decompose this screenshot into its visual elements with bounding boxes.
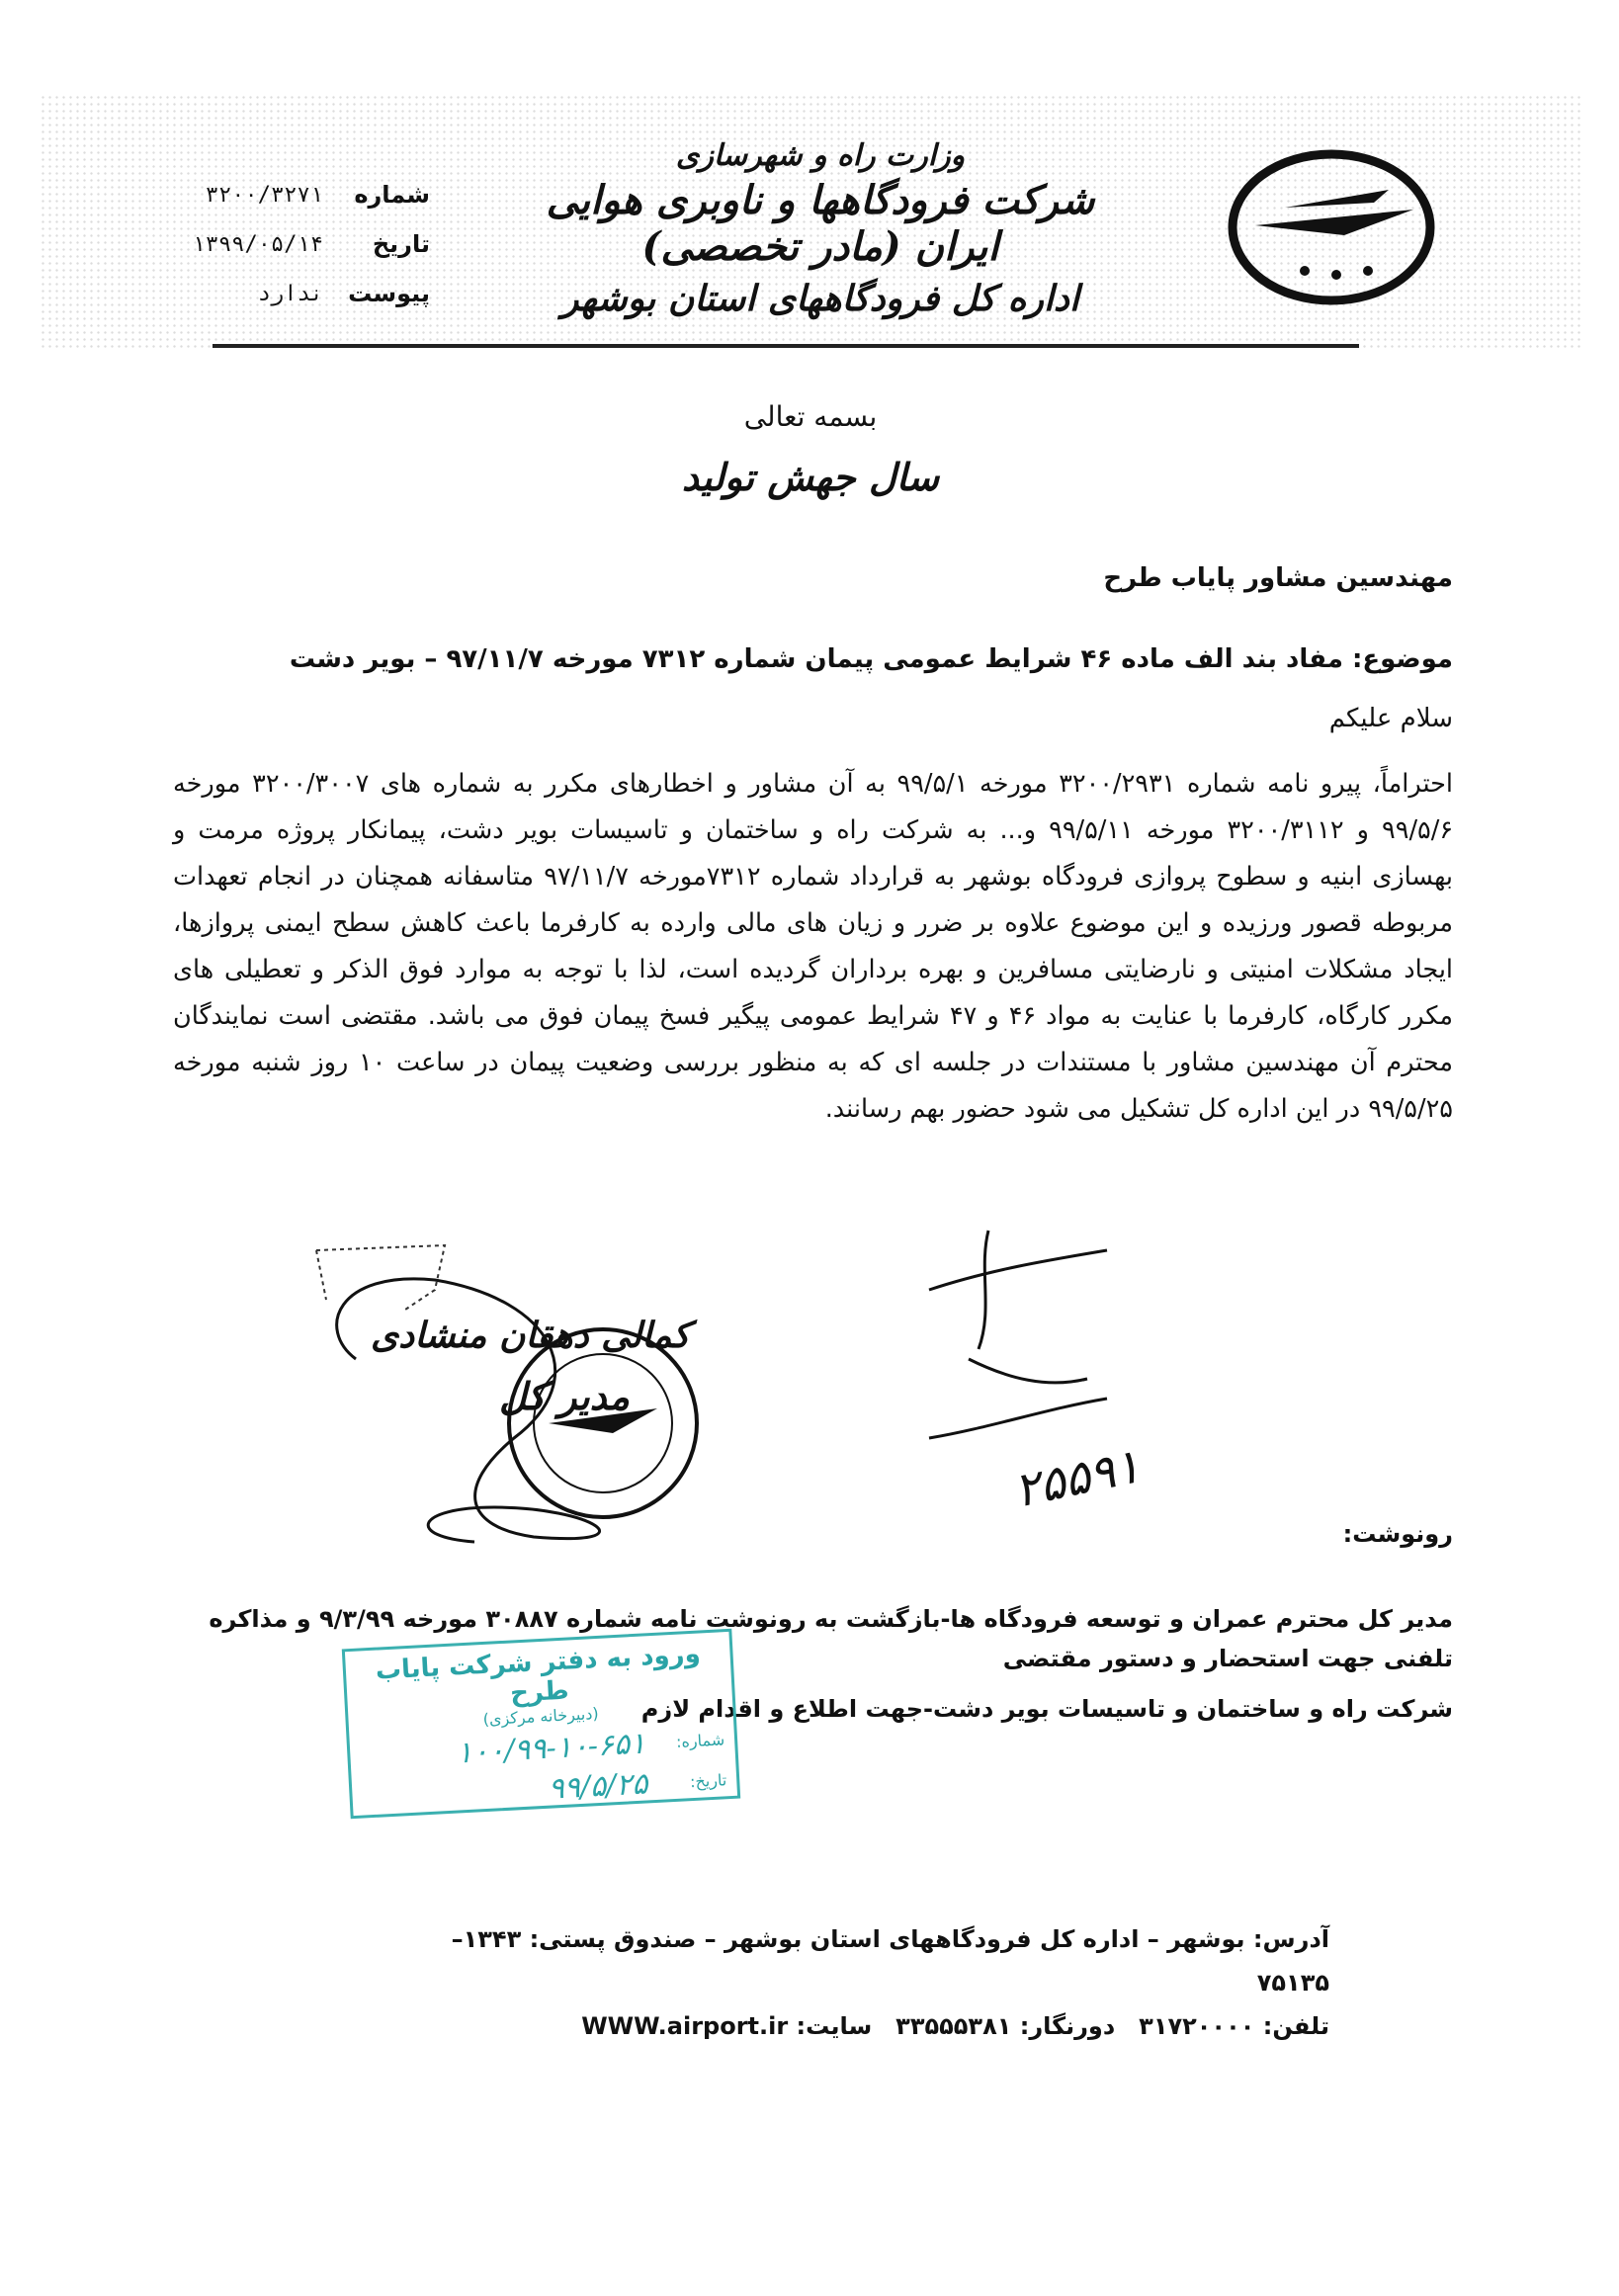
basmala: بسمه تعالی xyxy=(743,400,878,433)
footer-address-row xyxy=(420,1917,1329,2004)
year-slogan: سال جهش تولید xyxy=(681,455,940,499)
company-name: شرکت فرودگاهها و ناوبری هوایی ایران (مادر تخصصی) xyxy=(546,177,1095,270)
letter-body: احتراماً، پیرو نامه شماره ۳۲۰۰/۲۹۳۱ مورخه ۹۹/۵/۱ به آن مشاور و اخطارهای مکرر به شماره های ۳۲۰۰/۳۰۰۷ مورخه ۹۹/۵/۶ و ۳۲۰۰/۳۱۱۲ مورخه ۹۹/۵/۱۱ و... به شرکت راه و ساختمان و تاسیسات بویر دشت، پیمانکار پروژه مرمت و بهسازی ابنیه و سطوح پروازی فرودگاه بوشهر به قرارداد شماره ۷۳۱۲مورخه ۹۷/۱۱/۷ متاسفانه همچنان در انجام تعهدات مربوطه قصور ورزیده و این موضوع علاوه بر ضرر و زیان های مالی وارده به کارفرما باعث کاهش سطح ایمنی پروازها، ایجاد مشکلات امنیتی و نارضایتی مسافرین و بهره برداران گردیده است، لذا با توجه به موارد فوق الذکر و تعطیلی های مکرر کارگاه، کارفرما با عنایت به مواد ۴۶ و ۴۷ شرایط عمومی پیگیر فسخ پیمان فوق می باشد. مقتضی است نمایندگان محترم آن مهندسین مشاور با مستندات در جلسه ای که به منظور بررسی وضعیت پیمان در ساعت ۱۰ روز شنبه مورخه ۹۹/۵/۲۵ در این اداره کل تشکیل می شود حضور بهم رسانند. xyxy=(173,769,1454,1124)
office-name: اداره کل فرودگاههای استان بوشهر xyxy=(561,278,1079,319)
stamp-title: ورود به دفتر شرکت پایاب طرح xyxy=(375,1639,702,1709)
footer-website[interactable]: سایت: WWW.airport.ir xyxy=(581,2012,873,2040)
stamp-number-label: شماره: xyxy=(675,1730,725,1751)
stamp-date-value: ۹۹/۵/۲۵ xyxy=(547,1766,649,1807)
meta-number-value: ۳۲۰۰/۳۲۷۱ xyxy=(205,182,323,208)
cc-line-1: مدیر کل محترم عمران و توسعه فرودگاه ها-بازگشت به رونوشت نامه شماره ۳۰۸۸۷ مورخه ۹/۳/۹۹ و مذاکره تلفنی جهت استحضار و دستور مقتضی xyxy=(209,1605,1453,1672)
signature-area xyxy=(297,1211,1285,1567)
footer-phone: تلفن: ۳۱۷۲۰۰۰۰ xyxy=(1139,2012,1329,2040)
meta-attachment-value: ندارد xyxy=(257,281,323,306)
subject-line: موضوع: مفاد بند الف ماده ۴۶ شرایط عمومی پیمان شماره ۷۳۱۲ مورخه ۹۷/۱۱/۷ – بویر دشت xyxy=(289,644,1453,674)
meta-date-label: تاریخ xyxy=(372,230,430,258)
signatory-name: کمالی دهقان منشادی xyxy=(371,1315,691,1356)
meta-date-value: ۱۳۹۹/۰۵/۱۴ xyxy=(192,231,323,257)
meta-date-row xyxy=(173,219,430,269)
footer-address: آدرس: بوشهر – اداره کل فرودگاههای استان بوشهر – صندوق پستی: ۱۳۴۳–۷۵۱۳۵ xyxy=(451,1925,1329,1997)
stamp-date-label: تاریخ: xyxy=(689,1770,727,1792)
letter-meta xyxy=(173,170,430,318)
addressee: مهندسین مشاور پایاب طرح xyxy=(1103,563,1453,593)
greeting: سلام علیکم xyxy=(1328,704,1453,733)
ministry-name: وزارت راه و شهرسازی xyxy=(675,138,966,173)
header-divider xyxy=(213,344,1359,348)
cc-line-2: شرکت راه و ساختمان و تاسیسات بویر دشت-جهت اطلاع و اقدام لازم xyxy=(640,1695,1453,1723)
meta-attachment-label: پیوست xyxy=(348,280,430,307)
letter-footer xyxy=(420,1917,1329,2048)
meta-attachment-row xyxy=(173,269,430,318)
footer-contact-row xyxy=(420,2004,1329,2048)
signature-scribble-icon xyxy=(297,1211,1285,1567)
handwritten-note: ۲۵۵۹۱ xyxy=(1008,1438,1146,1519)
airport-company-logo-icon xyxy=(1226,148,1438,306)
meta-number-label: شماره xyxy=(354,181,430,209)
meta-number-row xyxy=(173,170,430,219)
signatory-title: مدیر کل xyxy=(499,1374,630,1418)
cc-title: رونوشت: xyxy=(1342,1520,1453,1548)
letterhead xyxy=(514,138,1127,319)
footer-fax: دورنگار: ۳۳۵۵۵۳۸۱ xyxy=(895,2012,1116,2040)
stamp-number-value: ۱۰۰/۹۹-۱۰-۶۵۱ xyxy=(456,1726,647,1771)
stamp-subtitle: (دبیرخانه مرکزی) xyxy=(482,1703,600,1730)
received-stamp xyxy=(342,1629,740,1819)
